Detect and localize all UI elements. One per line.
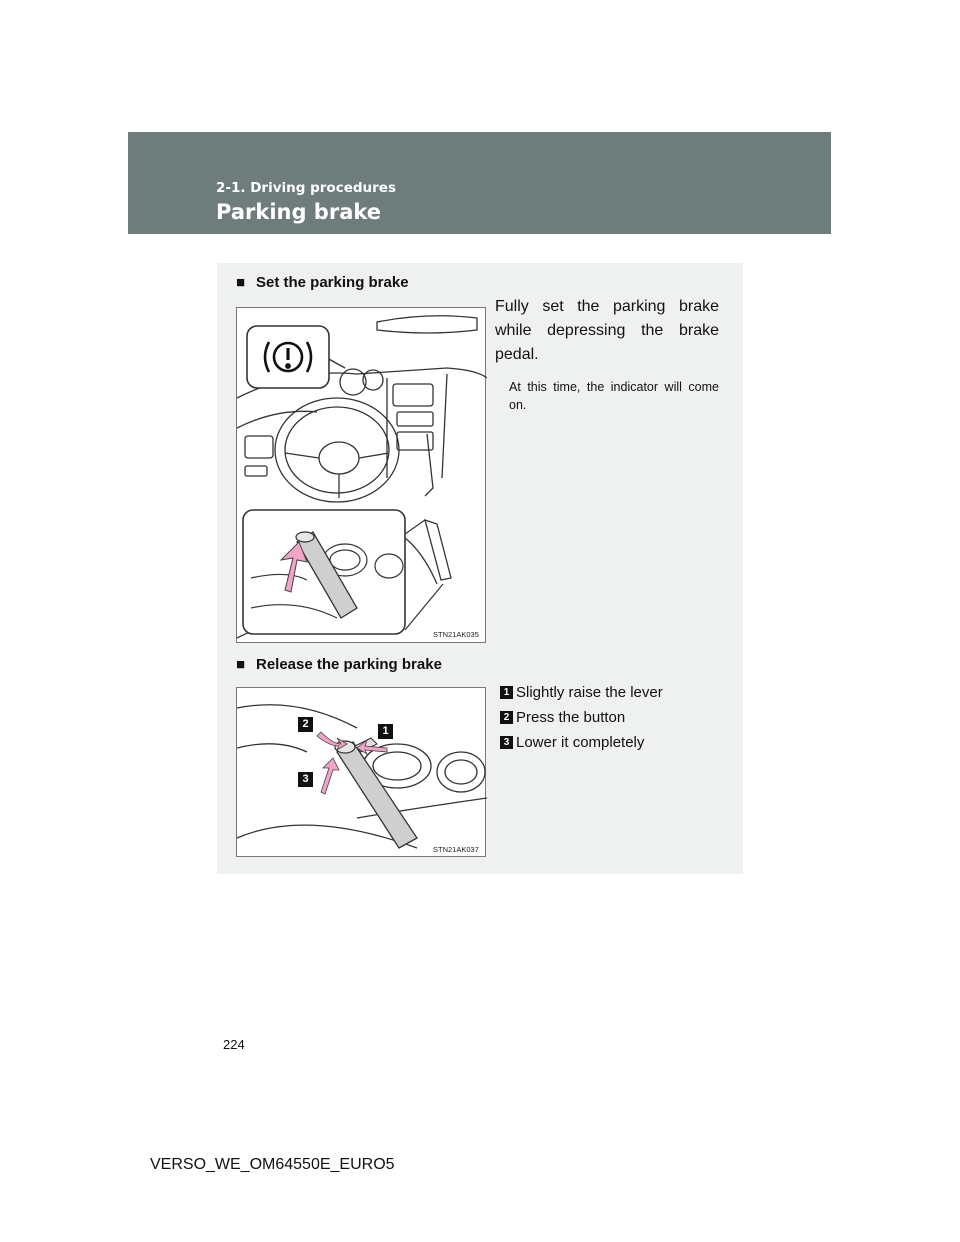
set-brake-note: At this time, the indicator will come on.	[509, 380, 719, 412]
square-bullet-icon: ■	[236, 656, 246, 673]
figure-code: STN21AK037	[433, 845, 479, 854]
release-step-3: 3 Lower it completely	[500, 734, 644, 751]
square-bullet-icon: ■	[236, 274, 246, 291]
lower-arrow-icon	[321, 758, 339, 794]
lever-illustration	[237, 688, 487, 858]
document-code: VERSO_WE_OM64550E_EURO5	[150, 1156, 395, 1173]
release-step-2: 2 Press the button	[500, 709, 625, 726]
page-number: 224	[223, 1037, 245, 1052]
callout-1: 1	[378, 724, 393, 739]
callout-3: 3	[298, 772, 313, 787]
callout-2: 2	[298, 717, 313, 732]
set-brake-figure	[236, 307, 486, 643]
release-brake-figure	[236, 687, 486, 857]
page-title: Parking brake	[216, 200, 382, 224]
page-header	[128, 132, 831, 234]
release-brake-heading: ■ Release the parking brake	[236, 656, 442, 673]
release-step-1: 1 Slightly raise the lever	[500, 684, 663, 701]
section-label: 2-1. Driving procedures	[216, 180, 396, 196]
figure-code: STN21AK035	[433, 630, 479, 639]
dashboard-illustration	[237, 308, 487, 644]
set-brake-instruction: Fully set the parking brake while depressing the brake pedal.	[495, 298, 719, 363]
set-brake-heading: ■ Set the parking brake	[236, 274, 409, 291]
